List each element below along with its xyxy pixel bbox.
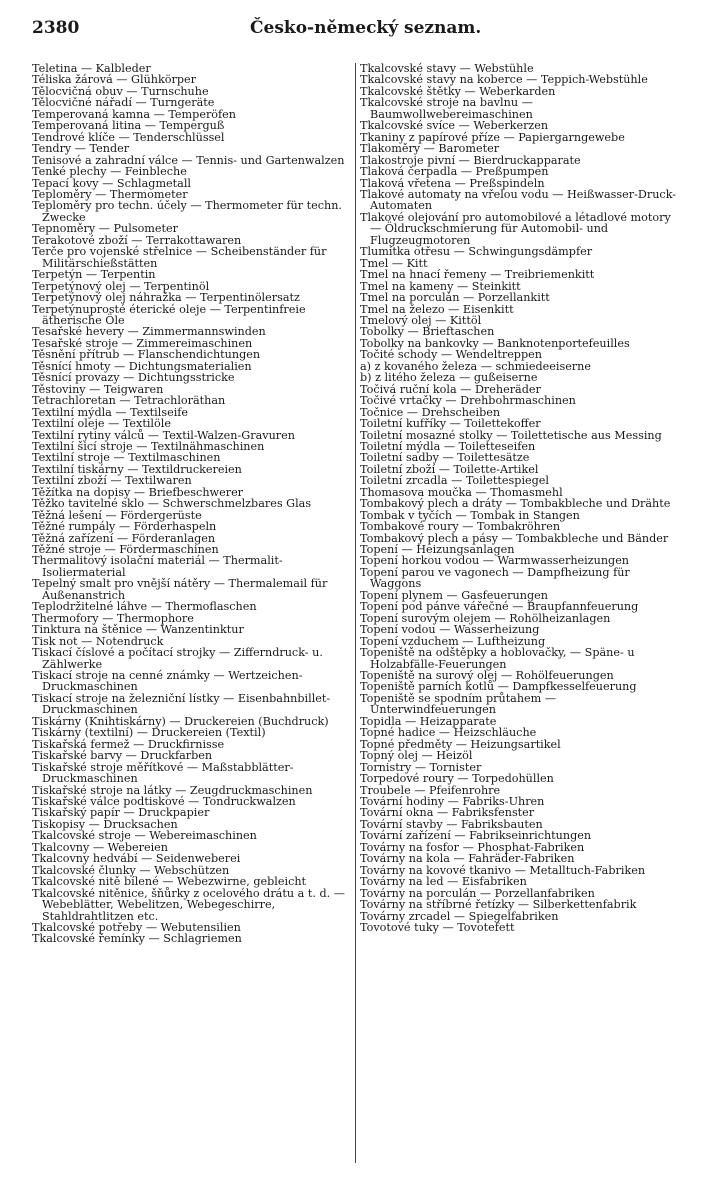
dictionary-entry: Terpetýnuprosté éterické oleje — Terpentinfreie ätherische Öle (32, 302, 306, 327)
dictionary-entry: Thermalitový isolační materiál — Thermalit-Isoliermaterial (32, 554, 283, 579)
dictionary-entry: Těstoviny — Teigwaren (32, 382, 164, 396)
dictionary-entry: Teplodržitelné láhve — Thermoflaschen (32, 600, 257, 614)
dictionary-entry: Textilní šicí stroje — Textilnähmaschinen (32, 439, 265, 453)
dictionary-entry: Tisk not — Notendruck (32, 634, 164, 648)
dictionary-entry: Těžítka na dopisy — Briefbeschwerer (32, 485, 244, 499)
dictionary-entry: Tkalcovské nitěnice, šňůrky z ocelového drátu a t. d. — Webeblätter, Webelitzen, Webegeschirre, Stahldrahtlitzen etc. (32, 886, 345, 923)
dictionary-entry: Tinktura na štěnice — Wanzentinktur (32, 623, 244, 637)
dictionary-entry: Thermofory — Thermophore (32, 611, 194, 625)
dictionary-entry: Topeniště se spodním průtahem — Unterwindfeuerungen (360, 691, 557, 717)
dictionary-entry: Textilní rytiny válců — Textil-Walzen-Gravuren (32, 428, 295, 442)
dictionary-entry: Tovární okna — Fabriksfenster (360, 806, 535, 820)
dictionary-entry: Továrny zrcadel — Spiegelfabriken (360, 909, 559, 923)
dictionary-entry: Tmel na železo — Eisenkitt (360, 302, 514, 316)
dictionary-entry: Topení horkou vodou — Warmwasserheizungen (360, 554, 630, 568)
dictionary-entry: Tiskařský papír — Druckpapier (32, 806, 210, 820)
dictionary-entry: Terpetýn — Terpentin (32, 268, 156, 282)
dictionary-entry: Toiletní kufříky — Toilettekoffer (360, 417, 541, 431)
dictionary-entry: Tkalcovské štětky — Weberkarden (360, 84, 556, 98)
dictionary-entry: Těsnící provazy — Dichtungsstricke (32, 371, 235, 385)
dictionary-entry: Tkalcovské stavy na koberce — Teppich-Webstühle (360, 73, 648, 87)
dictionary-entry: Textilní mýdla — Textilseife (32, 405, 189, 419)
dictionary-entry: Tiskací stroje na železniční lístky — Eisenbahnbillet-Druckmaschinen (32, 691, 331, 717)
dictionary-entry: Tlaková vřetena — Preßspindeln (360, 176, 545, 190)
dictionary-entry: Tkalcovny hedvábí — Seidenweberei (32, 852, 241, 866)
dictionary-entry: Tenké plechy — Feinbleche (32, 165, 187, 179)
dictionary-entry: Tombakové roury — Tombakröhren (360, 520, 561, 534)
dictionary-entry: Topení parou ve vagonech — Dampfheizung für Waggons (360, 565, 630, 591)
dictionary-columns (32, 63, 682, 1163)
dictionary-entry: Tkalcovské svíce — Weberkerzen (360, 119, 549, 133)
dictionary-entry: Téliska žárová — Glühkörper (32, 73, 196, 87)
dictionary-entry: Těžná lešení — Fördergerüste (32, 508, 202, 522)
dictionary-entry: Tlakové automaty na vřelou vodu — Heißwasser-Druck-Automaten (360, 187, 677, 213)
dictionary-entry: Textilní oleje — Textilöle (32, 417, 171, 431)
dictionary-entry: Tkalcovské stroje na bavlnu — Baumwollwebereimaschinen (360, 96, 533, 121)
dictionary-entry: Tenisové a zahradní válce — Tennis- und Gartenwalzen (32, 153, 345, 167)
dictionary-entry: Továrny na kola — Fahräder-Fabriken (360, 852, 575, 866)
dictionary-entry: Temperovaná kamna — Temperöfen (32, 107, 236, 121)
dictionary-entry: Továrny na fosfor — Phosphat-Fabriken (360, 840, 585, 854)
dictionary-entry: Tlumítka otřesu — Schwingungsdämpfer (360, 245, 593, 259)
dictionary-entry: Tiskárny (Knihtiskárny) — Druckereien (Buchdruck) (32, 714, 329, 728)
dictionary-entry: Topeniště na surový olej — Rohölfeuerungen (360, 669, 614, 683)
dictionary-entry: Továrny na kovové tkanivo — Metalltuch-Fabriken (360, 863, 646, 877)
dictionary-entry: Terakotové zboží — Terrakottawaren (32, 233, 242, 247)
dictionary-entry: Tendry — Tender (32, 142, 130, 156)
dictionary-entry: Toiletní zrcadla — Toilettespiegel (360, 474, 550, 488)
dictionary-entry: Tkaniny z papírové příze — Papiergarngewebe (360, 130, 625, 144)
dictionary-entry: Topení plynem — Gasfeuerungen (360, 588, 548, 602)
dictionary-entry: Troubele — Pfeifenrohre (360, 783, 501, 797)
dictionary-entry: Topení surovým olejem — Rohölheizanlagen (360, 611, 611, 625)
dictionary-entry: Těsnění přítrub — Flanschendichtungen (32, 348, 261, 362)
page-header (0, 0, 705, 48)
dictionary-entry: Tiskařské válce podtiskové — Tondruckwalzen (32, 795, 296, 808)
dictionary-entry: Tkalcovské člunky — Webschützen (32, 863, 230, 877)
dictionary-entry: Tmel na kameny — Steinkitt (360, 279, 521, 293)
dictionary-entry: Těžná zařízení — Förderanlagen (32, 531, 216, 545)
dictionary-entry: Tmel na porculán — Porzellankitt (360, 291, 550, 305)
dictionary-entry: Topení — Heizungsanlagen (360, 543, 515, 557)
dictionary-entry: Topidla — Heizapparate (360, 714, 497, 728)
dictionary-entry: Tombakový plech a dráty — Tombakbleche und Drähte (360, 497, 671, 511)
dictionary-entry: b) z litého železa — gußeiserne (360, 371, 538, 385)
dictionary-entry: Topení vodou — Wasserheizung (360, 623, 540, 637)
dictionary-entry: Těžné rumpály — Förderhaspeln (32, 520, 217, 534)
dictionary-entry: Tovární hodiny — Fabriks-Uhren (360, 795, 545, 808)
dictionary-entry: Tovotové tuky — Tovotefett (360, 920, 515, 934)
dictionary-entry: Toiletní mosazné stolky — Toilettetische aus Messing (360, 428, 662, 442)
dictionary-entry: Točité schody — Wendeltreppen (360, 348, 542, 362)
left-column (32, 63, 354, 945)
dictionary-entry: Tlakové olejování pro automobilové a létadlové motory — Öldruckschmierung für Automobil- und Flugzeugmotoren (360, 210, 671, 247)
dictionary-entry: Toiletní sadby — Toilettesätze (360, 451, 530, 465)
dictionary-entry: Topení pod pánve vářečné — Braupfannfeuerung (360, 600, 639, 614)
running-title: Česko-německý seznam. (250, 18, 482, 38)
dictionary-entry: Tkalcovské řemínky — Schlagriemen (32, 932, 242, 946)
dictionary-entry: Teletina — Kalbleder (32, 62, 151, 75)
page-number: 2380 (32, 18, 80, 38)
dictionary-entry: Tlakoměry — Barometer (360, 142, 500, 156)
dictionary-entry: Tiskopisy — Drucksachen (32, 817, 178, 831)
dictionary-entry: Tombakový plech a pásy — Tombakbleche und Bänder (360, 531, 669, 545)
dictionary-entry: Teploměry — Thermometer (32, 187, 188, 201)
dictionary-entry: Tetrachloretan — Tetrachloräthan (32, 394, 226, 408)
dictionary-entry: Textilní stroje — Textilmaschinen (32, 451, 221, 465)
dictionary-entry: Tovární stavby — Fabriksbauten (360, 817, 543, 831)
dictionary-entry: Topeniště parních kotlů — Dampfkesselfeuerung (360, 680, 637, 694)
dictionary-entry: Tlakostroje pivní — Bierdruckapparate (360, 153, 581, 167)
dictionary-entry: Textilní zboží — Textilwaren (32, 474, 192, 488)
dictionary-entry: a) z kovaného železa — schmiedeeiserne (360, 359, 591, 373)
dictionary-entry: Tkalcovské nitě bílené — Webezwirne, gebleicht (32, 875, 307, 889)
dictionary-entry: Topení vzduchem — Luftheizung (360, 634, 546, 648)
dictionary-entry: Tesařské hevery — Zimmermannswinden (32, 325, 266, 339)
dictionary-entry: Tmel na hnací řemeny — Treibriemenkitt (360, 268, 595, 282)
dictionary-entry: Tiskací stroje na cenné známky — Wertzeichen-Druckmaschinen (32, 669, 303, 694)
dictionary-entry: Topné hadice — Heizschläuche (360, 726, 537, 740)
dictionary-entry: Tesařské stroje — Zimmereimaschinen (32, 336, 253, 350)
dictionary-entry: Tombak v tyčích — Tombak in Stangen (360, 508, 580, 522)
dictionary-entry: Topné předměty — Heizungsartikel (360, 737, 561, 751)
dictionary-entry: Tiskařské stroje na látky — Zeugdruckmaschinen (32, 783, 313, 797)
dictionary-entry: Tepelný smalt pro vnější nátěry — Thermalemail für Außenanstrich (32, 577, 328, 602)
dictionary-entry: Toiletní zboží — Toilette-Artikel (360, 462, 539, 476)
dictionary-entry: Toiletní mýdla — Toiletteseifen (360, 439, 536, 453)
dictionary-entry: Topný olej — Heizöl (360, 749, 473, 763)
dictionary-entry: Tmelový olej — Kittöl (360, 313, 482, 327)
dictionary-entry: Těsnící hmoty — Dichtungsmaterialien (32, 359, 252, 373)
dictionary-entry: Tkalcovské stroje — Webereimaschinen (32, 829, 257, 843)
dictionary-entry: Tepnoměry — Pulsometer (32, 222, 178, 236)
dictionary-entry: Továrny na porculán — Porzellanfabriken (360, 886, 595, 900)
dictionary-entry: Tělocvičná obuv — Turnschuhe (32, 84, 209, 98)
dictionary-entry: Tkalcovské stavy — Webstühle (360, 62, 534, 75)
dictionary-entry: Tepací kovy — Schlagmetall (32, 176, 191, 190)
dictionary-entry: Továrny na stříbrné řetízky — Silberkettenfabrik (360, 898, 637, 912)
dictionary-entry: Tkalcovské potřeby — Webutensilien (32, 920, 241, 934)
dictionary-entry: Továrny na led — Eisfabriken (360, 875, 527, 889)
dictionary-entry: Torpedové roury — Torpedohüllen (360, 772, 554, 786)
dictionary-entry: Terpetýnový olej náhražka — Terpentinölersatz (32, 291, 300, 305)
dictionary-entry: Tkalcovny — Webereien (32, 840, 168, 854)
dictionary-entry: Teploměry pro techn. účely — Thermometer für techn. Zwecke (32, 199, 342, 224)
dictionary-entry: Thomasova moučka — Thomasmehl (360, 485, 563, 499)
dictionary-entry: Těžné stroje — Fördermaschinen (32, 543, 219, 557)
dictionary-entry: Těžko tavitelné sklo — Schwerschmelzbares Glas (32, 497, 312, 511)
dictionary-entry: Tovární zařízení — Fabrikseinrichtungen (360, 829, 592, 843)
dictionary-entry: Textilní tiskárny — Textildruckereien (32, 462, 242, 476)
dictionary-entry: Tiskařské barvy — Druckfarben (32, 749, 213, 763)
right-column (360, 63, 682, 933)
dictionary-entry: Tlaková čerpadla — Preßpumpen (360, 165, 549, 179)
dictionary-entry: Tendrové klíče — Tenderschlüssel (32, 130, 225, 144)
dictionary-entry: Terče pro vojenské střelnice — Scheibenständer für Militärschießstätten (32, 245, 327, 270)
dictionary-entry: Tobolky — Brieftaschen (360, 325, 495, 339)
dictionary-entry: Tiskací číslové a počítací strojky — Zifferndruck- u. Zählwerke (32, 646, 323, 671)
dictionary-entry: Tiskárny (textilní) — Druckereien (Textil) (32, 726, 266, 740)
dictionary-entry: Točivá ruční kola — Dreheräder (360, 382, 541, 396)
dictionary-entry: Topeniště na odštěpky a hoblovačky, — Späne- u Holzabfälle-Feuerungen (360, 646, 635, 671)
dictionary-entry: Tiskařská fermež — Druckfirnisse (32, 737, 225, 751)
dictionary-entry: Tělocvičné nářadí — Turngeräte (32, 96, 215, 110)
dictionary-entry: Tmel — Kitt (360, 256, 428, 270)
dictionary-entry: Tobolky na bankovky — Banknotenportefeuilles (360, 336, 630, 350)
dictionary-entry: Terpetýnový olej — Terpentinöl (32, 279, 210, 293)
dictionary-entry: Temperovaná litina — Temperguß (32, 119, 225, 133)
dictionary-entry: Točnice — Drehscheiben (360, 405, 501, 419)
column-divider (355, 63, 356, 1163)
dictionary-entry: Točivé vrtačky — Drehbohrmaschinen (360, 394, 576, 408)
dictionary-entry: Tornistry — Tornister (360, 760, 482, 774)
dictionary-entry: Tiskařské stroje měřítkové — Maßstabblätter-Druckmaschinen (32, 760, 294, 786)
